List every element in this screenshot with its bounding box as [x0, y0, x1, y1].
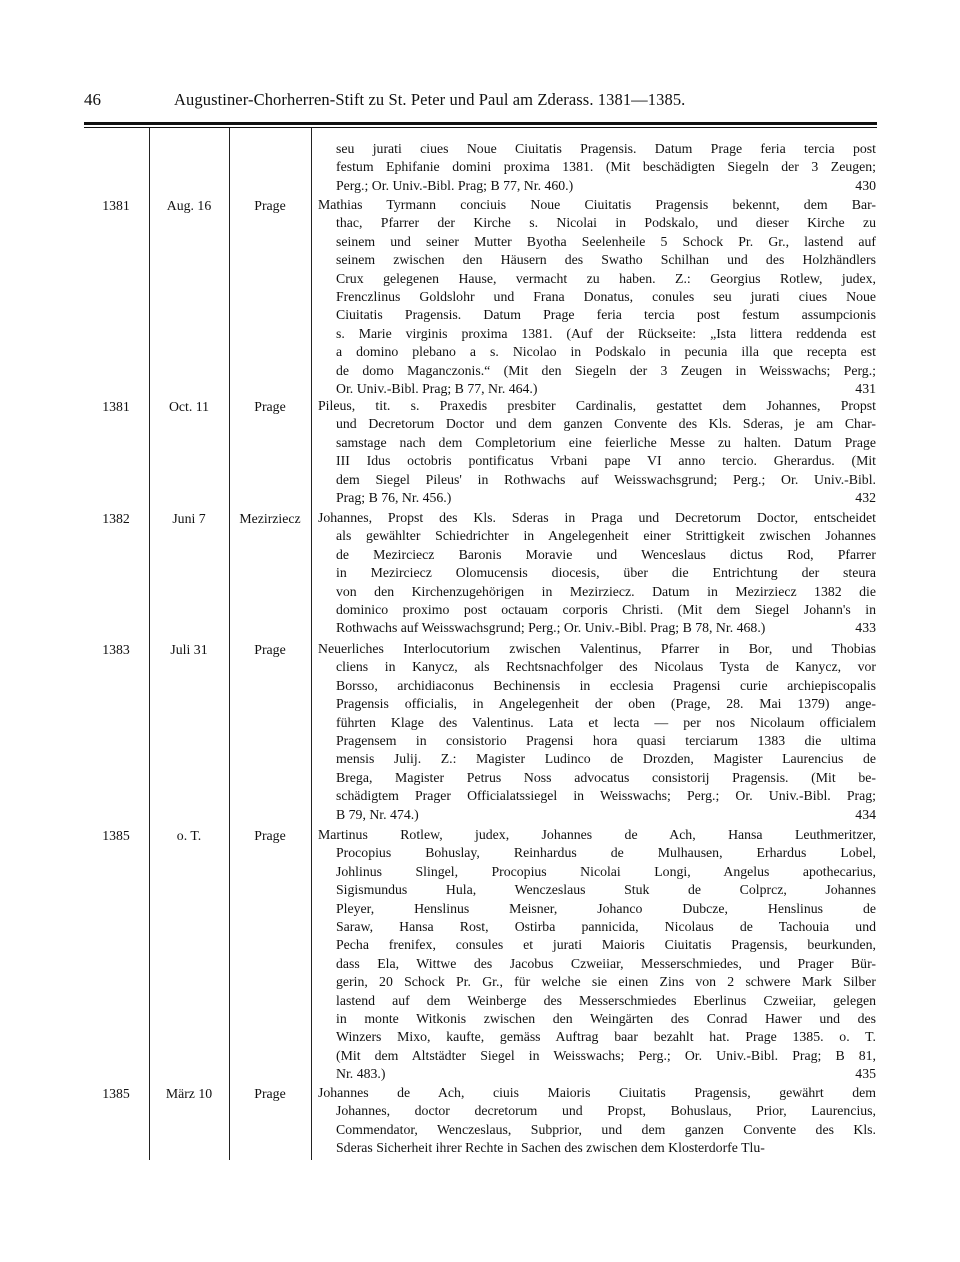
entry-line — [318, 936, 876, 954]
entry-place: Prage — [254, 399, 286, 414]
entry-text — [318, 640, 876, 824]
entry-line-text: Prag; B 76, Nr. 456.) — [336, 490, 452, 506]
entry-line-text: Neuerliches Interlocutorium zwischen Valentinus, Pfarrer in Bor, und Thobias — [318, 641, 876, 656]
entry-line — [318, 397, 876, 415]
entry-date: Juli 31 — [170, 642, 208, 657]
entry-line-text: Nr. 483.) — [336, 1066, 386, 1082]
entry-line — [318, 214, 876, 232]
entry-line — [318, 955, 876, 973]
entry-line — [318, 992, 876, 1010]
entry-number: 430 — [855, 177, 876, 193]
entry-year: 1385 — [102, 828, 130, 843]
entry-year: 1382 — [102, 511, 130, 526]
entry-line — [318, 1139, 876, 1157]
entry-line-text: dass Ela, Wittwe des Jacobus Czweiiar, Messerschmiedes, und Prager Bür- — [336, 955, 876, 971]
entry-line-text: und Decretorum Doctor und dem ganzen Convente des Kls. Sderas, je am Char- — [336, 416, 876, 432]
entry-line — [318, 640, 876, 658]
entry-line — [318, 732, 876, 750]
entry-line-text: lastend auf dem Weinberge des Messerschmiedes Eberlinus Czweiiar, gelegen — [336, 992, 876, 1008]
entry-line — [318, 546, 876, 564]
entry-place: Prage — [254, 642, 286, 657]
entry-line — [318, 714, 876, 732]
entry-line — [318, 362, 876, 380]
entry-line — [318, 196, 876, 214]
entry-line-text: III Idus octobris pontificatus Vrbani pape VI anno tercio. Gherardus. (Mit — [336, 453, 876, 469]
entry-line-text: Ciuitatis Pragensis. Datum Prage feria tercia post festum assumpcionis — [336, 307, 876, 323]
entry-line — [318, 325, 876, 343]
entry-line — [318, 415, 876, 433]
entry-line — [318, 270, 876, 288]
header-rule-thin — [84, 127, 877, 128]
entry-line — [318, 863, 876, 881]
entry-line-text: Frenczlinus Goldslohr und Frana Donatus, conules seu jurati ciues Noue — [336, 289, 876, 305]
entry-date: o. T. — [176, 828, 202, 843]
entry-line — [318, 787, 876, 805]
entry-line — [318, 844, 876, 862]
entry-line-text: seu jurati ciues Noue Ciuitatis Pragensis. Datum Prage feria tercia post — [336, 141, 876, 156]
entry-line-text: Pecha frenifex, consules et jurati Maioris Ciuitatis Pragensis, beurkunden, — [336, 937, 876, 953]
entry-line — [318, 452, 876, 470]
entry-line-text: festum Ephifanie domini proxima 1381. (Mit beschädigten Siegeln der 3 Zeugen; — [336, 159, 876, 175]
entry-line-text: als gewählter Schiedrichter in Angelegenheit einer Strittigkeit zwischen Johannes — [336, 528, 876, 544]
entry-place: Prage — [254, 828, 286, 843]
entry-line — [318, 343, 876, 361]
entry-text — [318, 140, 876, 195]
header-rule-thick — [84, 122, 877, 125]
entry-line — [318, 1084, 876, 1102]
entry-line — [318, 583, 876, 601]
entry-line — [318, 251, 876, 269]
entry-line — [318, 306, 876, 324]
entry-line-text: dominico proximo post octauam corporis Christi. (Mit dem Siegel Johann's in — [336, 602, 876, 618]
entry-place: Prage — [254, 198, 286, 213]
entry-line-text: thac, Pfarrer der Kirche s. Nicolai in Podskalo, und dieser Kirche zu — [336, 215, 876, 231]
entry-text — [318, 509, 876, 638]
entry-line-text: Perg.; Or. Univ.-Bibl. Prag; B 77, Nr. 460.) — [336, 177, 574, 193]
entry-line — [318, 1065, 876, 1083]
entry-line-text: de Mezirciecz Baronis Moravie und Wenceslaus dictus Rod, Pfarrer — [336, 546, 876, 562]
entry-line-text: cliens in Kanycz, als Rechtsnachfolger des Nicolaus Tysta de Kanycz, vor — [336, 659, 876, 675]
entry-line — [318, 826, 876, 844]
entry-text — [318, 826, 876, 1084]
entry-line-text: Johlinus Slingel, Procopius Nicolai Longi, Angelus apothecarius, — [336, 863, 876, 879]
entry-number: 434 — [855, 806, 876, 822]
entry-line-text: Rothwachs auf Weisswachsgrund; Perg.; Or. Univ.-Bibl. Prag; B 78, Nr. 468.) — [336, 620, 766, 636]
entry-year: 1381 — [102, 399, 130, 414]
entry-line-text: Brega, Magister Petrus Noss advocatus consistorij Pragensis. (Mit be- — [336, 769, 876, 785]
entry-year: 1385 — [102, 1086, 130, 1101]
entry-text — [318, 196, 876, 398]
entry-line-text: Johannes, doctor decretorum und Propst, Bohuslaus, Prior, Laurencius, — [336, 1103, 876, 1119]
entry-line — [318, 288, 876, 306]
entry-date: März 10 — [165, 1086, 213, 1101]
entry-number: 431 — [855, 381, 876, 397]
entry-year: 1383 — [102, 642, 130, 657]
entry-line — [318, 918, 876, 936]
entry-line-text: Pleyer, Henslinus Meisner, Johanco Dubcze, Henslinus de — [336, 900, 876, 916]
entry-line — [318, 1010, 876, 1028]
entry-line-text: dem Siegel Pileus' in Rothwachs auf Weisswachsgrund; Perg.; Or. Univ.-Bibl. — [336, 471, 876, 487]
entry-line-text: seinem und seiner Mutter Byotha Seelenheile 5 Schock Pr. Gr., lastend auf — [336, 233, 876, 249]
entry-line-text: von den Kirchenzugehörigen in Mezirziecz. Datum in Mezirziecz 1382 die — [336, 583, 876, 599]
entry-line — [318, 1047, 876, 1065]
entry-line-text: Pragensem in consistorio Pragensi hora quasi terciarum 1383 die ultima — [336, 733, 876, 749]
entry-line — [318, 564, 876, 582]
entry-line-text: Martinus Rotlew, judex, Johannes de Ach, Hansa Leuthmeritzer, — [318, 827, 876, 842]
entry-line — [318, 177, 876, 195]
entry-line-text: Winzers Mixo, kaufte, gemäss Auftrag baar bezahlt hat. Prage 1385. o. T. — [336, 1029, 876, 1045]
entry-line — [318, 380, 876, 398]
entry-line-text: Johannes de Ach, ciuis Maioris Ciuitatis Pragensis, gewährt dem — [318, 1085, 876, 1100]
entry-place: Prage — [254, 1086, 286, 1101]
entry-line-text: Commendator, Wenczeslaus, Subprior, und dem ganzen Convente des Kls. — [336, 1121, 876, 1137]
entry-line-text: in monte Witkonis zwischen den Weingärten des Conrad Hawer und des — [336, 1011, 876, 1027]
entry-line — [318, 509, 876, 527]
entry-line-text: Borsso, archidiaconus Bechinensis in ecclesia Pragensi curie archiepiscopalis — [336, 677, 876, 693]
entry-line-text: samstage nach dem Completorium eine feierliche Messe zu halten. Datum Prage — [336, 434, 876, 450]
entry-line — [318, 769, 876, 787]
entry-number: 433 — [855, 620, 876, 636]
entry-line-text: a domino plebano a s. Nicolao in Podskalo in pecunia illa que recepta est — [336, 344, 876, 360]
entry-line-text: B 79, Nr. 474.) — [336, 806, 419, 822]
entry-line-text: Pileus, tit. s. Praxedis presbiter Cardinalis, gestattet dem Johannes, Propst — [318, 398, 876, 413]
entry-line-text: führten Klage des Valentinus. Lata et lecta — per nos Nicolaum officialem — [336, 714, 876, 730]
entry-line-text: in Mezirciecz Olomucensis diocesis, über die Entrichtung der steura — [336, 565, 876, 581]
entry-line — [318, 434, 876, 452]
entry-line-text: Mathias Tyrmann conciuis Noue Ciuitatis Pragensis bekennt, dem Bar- — [318, 197, 876, 212]
entry-line — [318, 900, 876, 918]
entry-number: 432 — [855, 490, 876, 506]
entry-line-text: Or. Univ.-Bibl. Prag; B 77, Nr. 464.) — [336, 381, 538, 397]
entry-line — [318, 750, 876, 768]
entry-line — [318, 695, 876, 713]
entry-line-text: Sderas Sicherheit ihrer Rechte in Sachen des zwischen dem Klosterdorfe Tlu- — [336, 1140, 765, 1156]
entry-line — [318, 1028, 876, 1046]
page-number: 46 — [84, 90, 101, 109]
entry-line-text: schädigtem Prager Officialatssiegel in Weisswachs; Perg.; Or. Univ.-Bibl. Prag; — [336, 788, 876, 804]
entry-line — [318, 489, 876, 507]
entry-line — [318, 233, 876, 251]
entry-line-text: mensis Julij. Z.: Magister Ludinco de Drozden, Magister Laurencius de — [336, 751, 876, 767]
entry-line — [318, 806, 876, 824]
entry-line-text: s. Marie virginis proxima 1381. (Auf der Rückseite: „Ista littera reddenda est — [336, 325, 876, 341]
entry-place: Mezirziecz — [239, 511, 301, 526]
entry-line-text: seinem zwischen den Häusern des Swatho Schilhan und des Holzhändlers — [336, 252, 876, 268]
running-title: Augustiner-Chorherren-Stift zu St. Peter und Paul am Zderass. 1381—1385. — [174, 90, 686, 109]
entry-year: 1381 — [102, 198, 130, 213]
page-header — [84, 90, 884, 120]
entry-line-text: Saraw, Hansa Rost, Ostirba pannicida, Nicolaus de Tachouia und — [336, 919, 876, 935]
entry-line — [318, 471, 876, 489]
entry-line — [318, 973, 876, 991]
entry-text — [318, 397, 876, 507]
entry-number: 435 — [855, 1066, 876, 1082]
entry-line-text: Pragensis officialis, in Angelegenheit der oben (Prage, 28. Mai 1379) ange- — [336, 696, 876, 712]
entry-line — [318, 881, 876, 899]
entry-line-text: Sigismundus Hula, Wenczeslaus Stuk de Colprcz, Johannes — [336, 882, 876, 898]
entry-line-text: gerin, 20 Schock Pr. Gr., für welche sie einen Zins von 2 schwere Mark Silber — [336, 974, 876, 990]
entry-line — [318, 619, 876, 637]
entry-date: Juni 7 — [172, 511, 206, 526]
entry-date: Aug. 16 — [166, 198, 212, 213]
entry-line — [318, 1121, 876, 1139]
entry-line — [318, 527, 876, 545]
entry-line-text: (Mit dem Altstädter Siegel in Weisswachs; Perg.; Or. Univ.-Bibl. Prag; B 81, — [336, 1047, 876, 1063]
column-divider-place — [311, 128, 312, 1160]
entry-line — [318, 140, 876, 158]
entry-line — [318, 658, 876, 676]
entry-line-text: de domo Maganczonis.“ (Mit den Siegeln der 3 Zeugen in Weisswachs; Perg.; — [336, 362, 876, 378]
entry-line — [318, 601, 876, 619]
entry-line-text: Johannes, Propst des Kls. Sderas in Praga und Decretorum Doctor, entscheidet — [318, 510, 876, 525]
entry-line — [318, 1102, 876, 1120]
entry-date: Oct. 11 — [168, 399, 210, 414]
entry-line — [318, 677, 876, 695]
entry-text — [318, 1084, 876, 1158]
entry-line-text: Procopius Bohuslay, Reinhardus de Mulhausen, Erhardus Lobel, — [336, 845, 876, 861]
entry-line — [318, 158, 876, 176]
entry-line-text: Crux gelegenen Hause, vermacht zu haben. Z.: Georgius Rotlew, judex, — [336, 270, 876, 286]
